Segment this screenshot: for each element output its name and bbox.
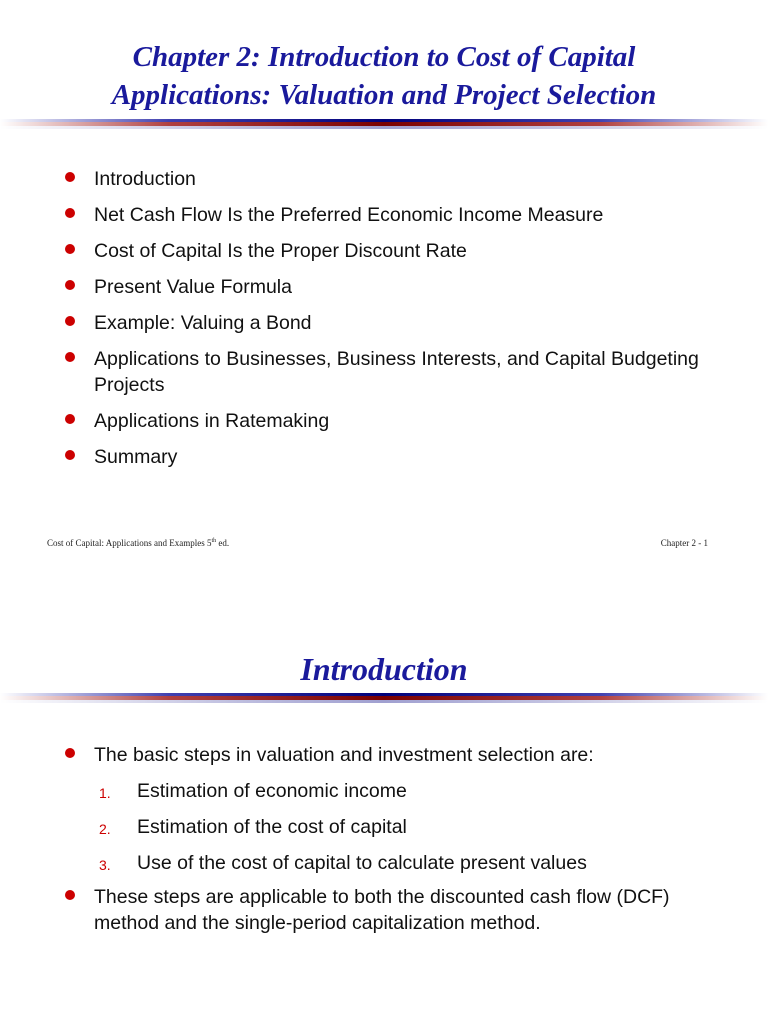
list-item: Cost of Capital Is the Proper Discount Rate	[0, 238, 768, 264]
list-item: Net Cash Flow Is the Preferred Economic Income Measure	[0, 202, 768, 228]
bullet-dot-icon	[65, 890, 75, 900]
numbered-step: 2. Estimation of the cost of capital	[99, 816, 407, 838]
bullet-dot-icon	[65, 450, 75, 460]
slide-introduction	[0, 575, 768, 1024]
bullet-dot-icon	[65, 414, 75, 424]
bullet-dot-icon	[65, 208, 75, 218]
list-item: Present Value Formula	[0, 274, 768, 300]
title-line-1: Chapter 2: Introduction to Cost of Capital	[132, 41, 636, 73]
slide-title	[0, 38, 768, 114]
numbered-step: 1. Estimation of economic income	[99, 780, 407, 802]
bullet-dot-icon	[65, 280, 75, 290]
numbered-step: 3. Use of the cost of capital to calculate present values	[99, 852, 587, 874]
title-divider	[0, 119, 768, 129]
outline-list	[0, 166, 768, 480]
title-divider	[0, 693, 768, 703]
list-item: Summary	[0, 444, 768, 470]
bullet-dot-icon	[65, 748, 75, 758]
steps-list	[0, 742, 768, 936]
bullet-dot-icon	[65, 352, 75, 362]
list-item: Introduction	[0, 166, 768, 192]
footer-book-title: Cost of Capital: Applications and Examples 5th ed.	[47, 538, 230, 548]
bullet-dot-icon	[65, 244, 75, 254]
slide-title: Introduction	[300, 651, 468, 687]
list-item: Applications in Ratemaking	[0, 408, 768, 434]
bullet-dot-icon	[65, 172, 75, 182]
list-item: Applications to Businesses, Business Interests, and Capital Budgeting Projects	[0, 346, 768, 398]
list-item: Example: Valuing a Bond	[0, 310, 768, 336]
list-item: These steps are applicable to both the discounted cash flow (DCF) method and the single-period capitalization method.	[0, 884, 768, 936]
bullet-dot-icon	[65, 316, 75, 326]
list-item: The basic steps in valuation and investment selection are:	[0, 742, 768, 768]
title-line-2: Applications: Valuation and Project Selection	[111, 79, 657, 111]
footer-page-number: Chapter 2 - 1	[660, 538, 708, 548]
